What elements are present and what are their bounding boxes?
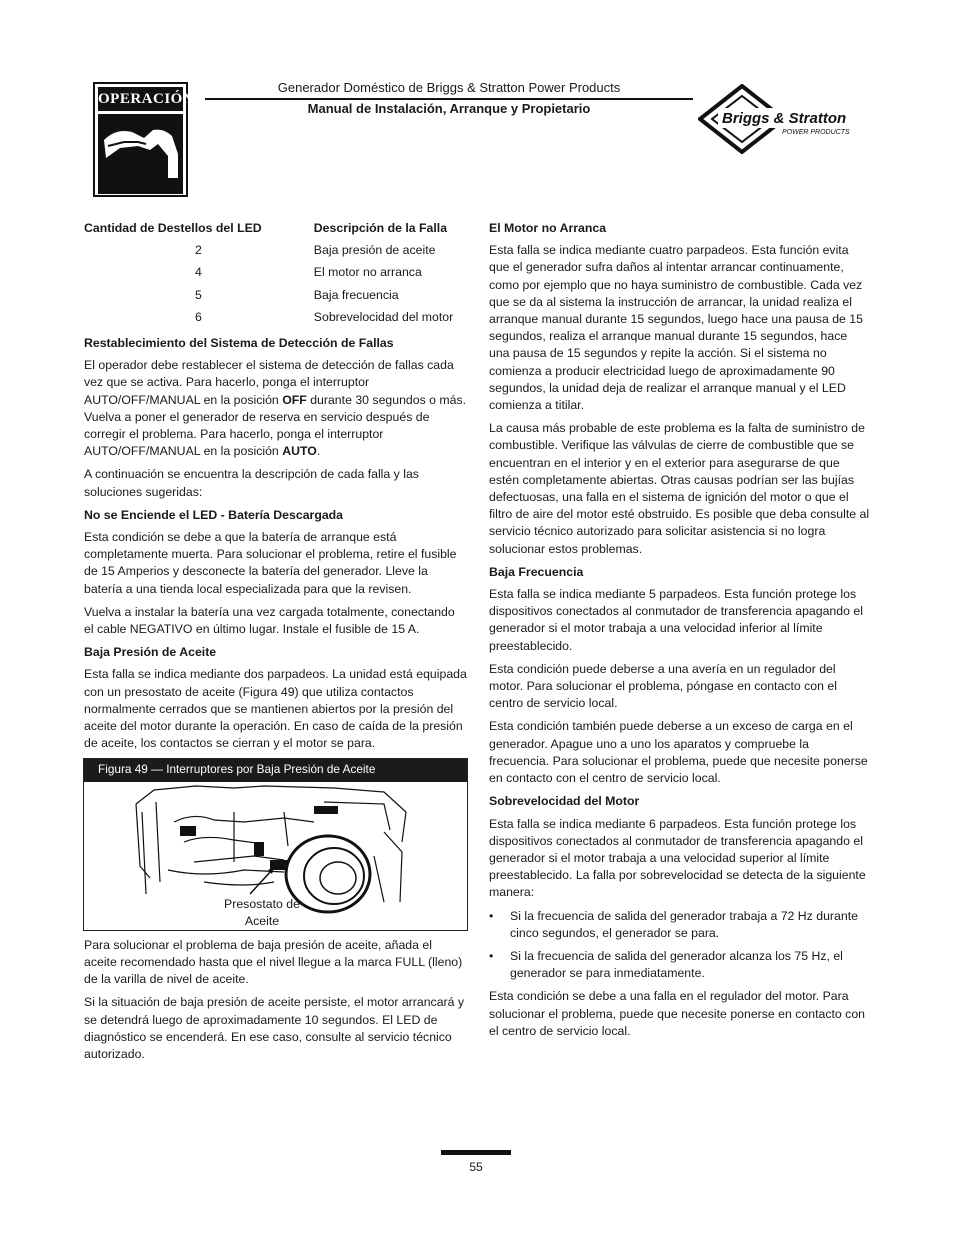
figure-image bbox=[84, 782, 467, 930]
header-rule bbox=[205, 98, 693, 100]
table-cell-description: Sobrevelocidad del motor bbox=[313, 309, 454, 324]
paragraph-no-start-2: La causa más probable de este problema es la falta de suministro de combustible. Verifique las válvulas de cierre de combustible que se encuentran en el interior y en el exterior para asegurarse de que estén completamente abiertas. Otras causas podrían ser las bujías defectuosas, una falla en el sistema de ignición del motor o que el filtro de aire del motor esté obstruido. Es posible que deba consulte al servicio técnico autorizado para solicitar asistencia si no logra solucionar estos problemas. bbox=[489, 421, 870, 556]
section-heading-overspeed: Sobrevelocidad del Motor bbox=[489, 794, 640, 809]
section-heading-oil: Baja Presión de Aceite bbox=[84, 645, 217, 660]
table-cell-count: 4 bbox=[194, 265, 202, 280]
table-cell-count: 2 bbox=[194, 243, 202, 258]
bullet-icon: • bbox=[489, 908, 494, 923]
paragraph-battery-2: Vuelva a instalar la batería una vez cargada totalmente, conectando el cable NEGATIVO en último lugar. Instale el fusible de 15 A. bbox=[84, 604, 455, 637]
paragraph-oil-2: Para solucionar el problema de baja presión de aceite, añada el aceite recomendado hasta que el nivel llegue a la marca FULL (lleno) de la varilla de nivel de aceite. bbox=[84, 937, 463, 987]
section-badge-image bbox=[98, 114, 183, 192]
section-badge-label: OPERACIÓN bbox=[98, 87, 183, 111]
table-cell-count: 6 bbox=[194, 309, 202, 324]
logo-sub-text: POWER PRODUCTS bbox=[782, 129, 850, 136]
keyword-off: OFF bbox=[282, 392, 307, 407]
table-header-description: Descripción de la Falla bbox=[313, 221, 448, 235]
figure-caption: Figura 49 — Interruptores por Baja Presión de Aceite bbox=[84, 759, 467, 781]
overspeed-bullet-list bbox=[489, 908, 870, 983]
paragraph-low-frequency-2: Esta condición puede deberse a una avería en un regulador del motor. Para solucionar el problema, póngase en contacto con el centro de servicio local. bbox=[489, 661, 837, 711]
table-cell-count: 5 bbox=[194, 287, 202, 302]
table-row bbox=[84, 287, 467, 309]
table-row bbox=[84, 242, 467, 264]
section-badge bbox=[93, 82, 195, 197]
section-heading-low-frequency: Baja Frecuencia bbox=[489, 564, 584, 579]
paragraph-low-frequency-3: Esta condición también puede deberse a un exceso de carga en el generador. Apague uno a uno los aparatos y compruebe la frecuencia. Para solucionar el problema, puede que necesite ponerse en contacto con el centro de servicio local. bbox=[489, 719, 868, 786]
table-header-row bbox=[84, 220, 467, 242]
paragraph-battery-1: Esta condición se debe a que la batería de arranque está completamente muerta. Para solucionar el problema, retire el fusible de 15 Amperios y desconecte la batería del generador. Lleve la batería a una tienda local especializada para que la revisen. bbox=[84, 530, 457, 596]
paragraph-oil-1: Esta falla se indica mediante dos parpadeos. La unidad está equipada con un presostato de aceite (Figura 49) que utiliza contactos normalmente cerrados que se mantienen abiertos por la presión del aceite del motor durante la operación. En caso de caída de la presión de aceite, los contactos se cierran y el motor se para. bbox=[84, 667, 467, 751]
keyword-auto: AUTO bbox=[282, 444, 317, 459]
bullet-icon: • bbox=[489, 948, 494, 963]
paragraph-intro: A continuación se encuentra la descripción de cada falla y las soluciones sugeridas: bbox=[84, 467, 419, 499]
section-heading-reset: Restablecimiento del Sistema de Detección de Fallas bbox=[84, 336, 394, 351]
paragraph-overspeed-1: Esta falla se indica mediante 6 parpadeos. Esta función protege los dispositivos conectados al conmutador de transferencia apagando el generador si el motor trabaja a una velocidad superior al límite preestablecido. La falla por sobrevelocidad se detecta de la siguiente manera: bbox=[489, 816, 866, 900]
section-heading-battery: No se Enciende el LED - Batería Descargada bbox=[84, 507, 344, 522]
left-column bbox=[84, 220, 467, 1069]
table-cell-description: Baja frecuencia bbox=[313, 287, 399, 302]
briggs-stratton-logo bbox=[698, 84, 870, 154]
right-column bbox=[489, 220, 870, 1046]
document-title: Generador Doméstico de Briggs & Stratton Power Products bbox=[277, 80, 621, 95]
section-heading-no-start: El Motor no Arranca bbox=[489, 221, 607, 235]
page-number: 55 bbox=[469, 1160, 483, 1174]
table-row bbox=[84, 264, 467, 286]
hand-switch-icon bbox=[98, 114, 183, 194]
table-row bbox=[84, 309, 467, 331]
logo-brand-text: Briggs & Stratton bbox=[722, 110, 847, 127]
paragraph-low-frequency-1: Esta falla se indica mediante 5 parpadeos. Esta función protege los dispositivos conectados al conmutador de transferencia apagando el generador si el motor trabaja a una velocidad inferior al límite preestablecido. bbox=[489, 587, 863, 653]
table-cell-description: Baja presión de aceite bbox=[313, 243, 436, 258]
paragraph-reset: El operador debe restablecer el sistema de detección de fallas cada vez que se activa. Para hacerlo, ponga el interruptor AUTO/OFF/MANUAL en la posición OFF durante 30 segundos o más. Vuelva a poner el generador de reserva en servicio después de corregir el problema. Para hacerlo, ponga el interruptor AUTO/OFF/MANUAL en la posición AUTO. bbox=[84, 358, 467, 459]
paragraph-overspeed-2: Esta condición se debe a una falla en el regulador del motor. Para solucionar el problema, puede que necesite ponerse en contacto con el centro de servicio local. bbox=[489, 989, 865, 1038]
figure-49 bbox=[83, 758, 468, 930]
document-subtitle: Manual de Instalación, Arranque y Propietario bbox=[307, 101, 591, 116]
list-item: • Si la frecuencia de salida del generador alcanza los 75 Hz, el generador se para inmediatamente. bbox=[489, 948, 843, 981]
table-cell-description: El motor no arranca bbox=[313, 265, 422, 280]
led-flash-table bbox=[84, 220, 467, 331]
table-header-count: Cantidad de Destellos del LED bbox=[84, 221, 262, 235]
list-item: • Si la frecuencia de salida del generador trabaja a 72 Hz durante cinco segundos, el generador se para. bbox=[489, 908, 858, 940]
paragraph-oil-3: Si la situación de baja presión de aceite persiste, el motor arrancará y se detendrá luego de aproximadamente 10 segundos. El LED de diagnóstico se encenderá. En ese caso, consulte al servicio técnico autorizado. bbox=[84, 995, 465, 1061]
footer-bar bbox=[441, 1150, 511, 1155]
paragraph-no-start-1: Esta falla se indica mediante cuatro parpadeos. Esta función evita que el generador sufra daños al intentar arrancar continuamente, como por ejemplo que no haya suministro de combustible. Cada vez que se da al sistema la instrucción de arrancar, la unidad realiza el arranque manual durante 15 segundos, luego hace una pausa de 15 segundos, realiza el arranque manual durante 15 segundos, hace una pausa de 15 segundos y repite la acción. Si el sistema no comienza a producir electricidad luego de aproximadamente 90 segundos, la unidad deja de realizar el arranque manual y el LED comienza a titilar. bbox=[489, 243, 863, 413]
figure-label: Presostato de Aceite bbox=[224, 896, 300, 928]
